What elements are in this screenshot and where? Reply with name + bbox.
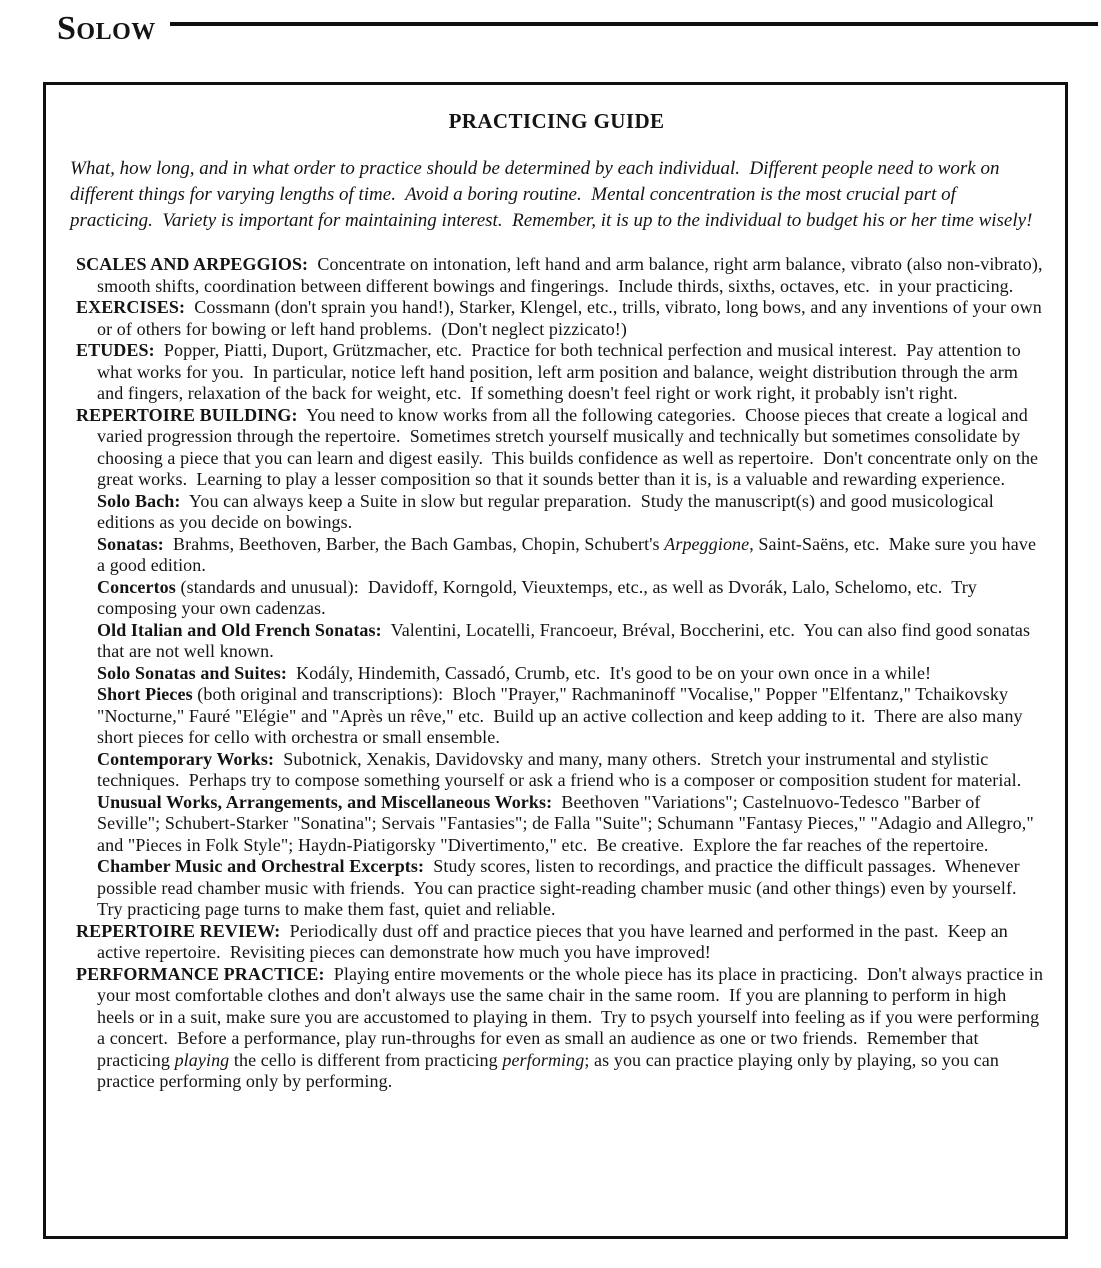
section-body: Cossmann (don't sprain you hand!), Starker, Klengel, etc., trills, vibrato, long bows, and any inventions of your own or of others for bowing or left hand problems. (Don't neglect pizzicato!)	[97, 297, 1047, 339]
section-label: REPERTOIRE BUILDING:	[76, 404, 298, 425]
section-short-pieces	[76, 684, 1045, 749]
section-body: the cello is different from practicing	[229, 1049, 503, 1070]
section-sonatas	[76, 534, 1045, 577]
section-label: Short Pieces	[97, 684, 193, 704]
section-scales-and-arpeggios	[76, 254, 1048, 297]
intro-paragraph: What, how long, and in what order to practice should be determined by each individual. Different people need to work on different things for varying lengths of time. Avoid a boring routine. Mental concentration is the most crucial part of practicing. Variety is important for maintaining interest. Remember, it is up to the individual to budget his or her time wisely!	[70, 158, 1033, 231]
section-label: Contemporary Works:	[97, 748, 275, 769]
section-body: (standards and unusual): Davidoff, Korngold, Vieuxtemps, etc., as well as Dvorák, Lalo, Schelomo, etc. Try composing your own cadenzas.	[97, 576, 982, 618]
section-body: You can always keep a Suite in slow but regular preparation. Study the manuscript(s) and good musicological editions as you decide on bowings.	[97, 490, 999, 532]
header-rule-divider	[170, 22, 1098, 26]
section-body: Concentrate on intonation, left hand and arm balance, right arm balance, vibrato (also non-vibrato), smooth shifts, coordination between different bowings and fingerings. Include thirds, sixths, octaves, etc. in your practicing.	[97, 254, 1048, 296]
section-label: Old Italian and Old French Sonatas:	[97, 619, 382, 640]
section-label: Unusual Works, Arrangements, and Miscellaneous Works:	[97, 791, 553, 812]
section-exercises	[76, 297, 1045, 340]
section-etudes	[76, 340, 1045, 405]
section-label: Chamber Music and Orchestral Excerpts:	[97, 856, 425, 876]
section-unusual-works	[76, 792, 1045, 857]
section-label: PERFORMANCE PRACTICE:	[76, 963, 325, 984]
section-body: , Saint-Saëns, etc. Make sure you have a good edition.	[97, 533, 1041, 575]
section-old-italian-and-old-french-sonatas	[76, 620, 1045, 663]
guide-entries	[76, 254, 1048, 1093]
section-label: REPERTOIRE REVIEW:	[76, 920, 281, 941]
section-body: (both original and transcriptions): Bloch "Prayer," Rachmaninoff "Vocalise," Popper "Elfentanz," Tchaikovsky "Nocturne," Fauré "Elégie" and "Après un rêve," etc. Build up an active collection and keep adding to it. There are also many short pieces for cello with orchestra or small ensemble.	[97, 684, 1028, 747]
section-body: Study scores, listen to recordings, and practice the difficult passages. Whenever possible read chamber music with friends. You can practice sight-reading chamber music (and other things) even by yourself. Try practicing page turns to make them fast, quiet and reliable.	[97, 856, 1026, 919]
section-label: ETUDES:	[76, 340, 155, 360]
italic-work-title: Arpeggione	[664, 533, 750, 554]
section-body: Subotnick, Xenakis, Davidovsky and many, many others. Stretch your instrumental and stylistic techniques. Perhaps try to compose something yourself or ask a friend who is a composer or composition student for material.	[97, 748, 1022, 790]
section-performance-practice	[76, 963, 1048, 1093]
section-label: Concertos	[97, 576, 176, 597]
section-repertoire-review	[76, 921, 1045, 964]
section-body: Popper, Piatti, Duport, Grützmacher, etc. Practice for both technical perfection and musical interest. Pay attention to what works for you. In particular, notice left hand position, left arm position and balance, weight distribution through the arm and fingers, relaxation of the back for weight, etc. If something doesn't feel right or work right, it probably isn't right.	[97, 340, 1026, 403]
section-concertos	[76, 577, 1045, 620]
page-title: PRACTICING GUIDE	[448, 109, 665, 133]
section-repertoire-building	[76, 405, 1045, 491]
section-label: EXERCISES:	[76, 297, 186, 317]
italic-emphasis: playing	[174, 1049, 230, 1070]
section-body: Periodically dust off and practice pieces that you have learned and performed in the past. Keep an active repertoire. Revisiting pieces can demonstrate how much you have improved!	[97, 920, 1013, 962]
section-label: Sonatas:	[97, 533, 164, 554]
section-chamber-music-and-orchestral-excerpts	[76, 856, 1045, 921]
section-body: You need to know works from all the following categories. Choose pieces that create a logical and varied progression through the repertoire. Sometimes stretch yourself musically and technically but sometimes consolidate by choosing a piece that you can learn and digest easily. This builds confidence as well as repertoire. Don't concentrate only on the great works. Learning to play a lesser composition so that it sounds better than it is, is a valuable and rewarding experience.	[97, 404, 1043, 489]
section-body: Valentini, Locatelli, Francoeur, Bréval, Boccherini, etc. You can also find good sonatas that are not well known.	[97, 619, 1035, 661]
section-body: Beethoven "Variations"; Castelnuovo-Tedesco "Barber of Seville"; Schubert-Starker "Sonatina"; Servais "Fantasies"; de Falla "Suite"; Schumann "Fantasy Pieces," "Adagio and Allegro," and "Pieces in Folk Style"; Haydn-Piatigorsky "Divertimento," etc. Be creative. Explore the far reaches of the repertoire.	[97, 791, 1039, 855]
section-label: SCALES AND ARPEGGIOS:	[76, 254, 309, 274]
section-label: Solo Bach:	[97, 490, 181, 511]
brand-title: Solow	[57, 10, 156, 47]
document-frame	[43, 82, 1068, 1239]
section-body: Kodály, Hindemith, Cassadó, Crumb, etc. It's good to be on your own once in a while!	[286, 662, 932, 683]
section-contemporary-works	[76, 749, 1045, 792]
section-body: Brahms, Beethoven, Barber, the Bach Gambas, Chopin, Schubert's	[163, 533, 665, 554]
italic-emphasis: performing	[502, 1049, 585, 1070]
page-header	[0, 0, 1101, 46]
section-solo-sonatas-and-suites	[76, 663, 1045, 685]
section-label: Solo Sonatas and Suites:	[97, 662, 287, 683]
section-solo-bach	[76, 491, 1045, 534]
section-body: ; as you can practice playing only by playing, so you can practice performing only by performing.	[97, 1049, 1004, 1091]
section-body: Playing entire movements or the whole piece has its place in practicing. Don't always practice in your most comfortable clothes and don't always use the same chair in the same room. If you are planning to perform in high heels or in a suit, make sure you are accustomed to playing in them. Try to psych yourself into feeling as if you were performing a concert. Before a performance, play run-throughs for even as small an audience as one or two friends. Remember that practicing	[97, 963, 1048, 1070]
